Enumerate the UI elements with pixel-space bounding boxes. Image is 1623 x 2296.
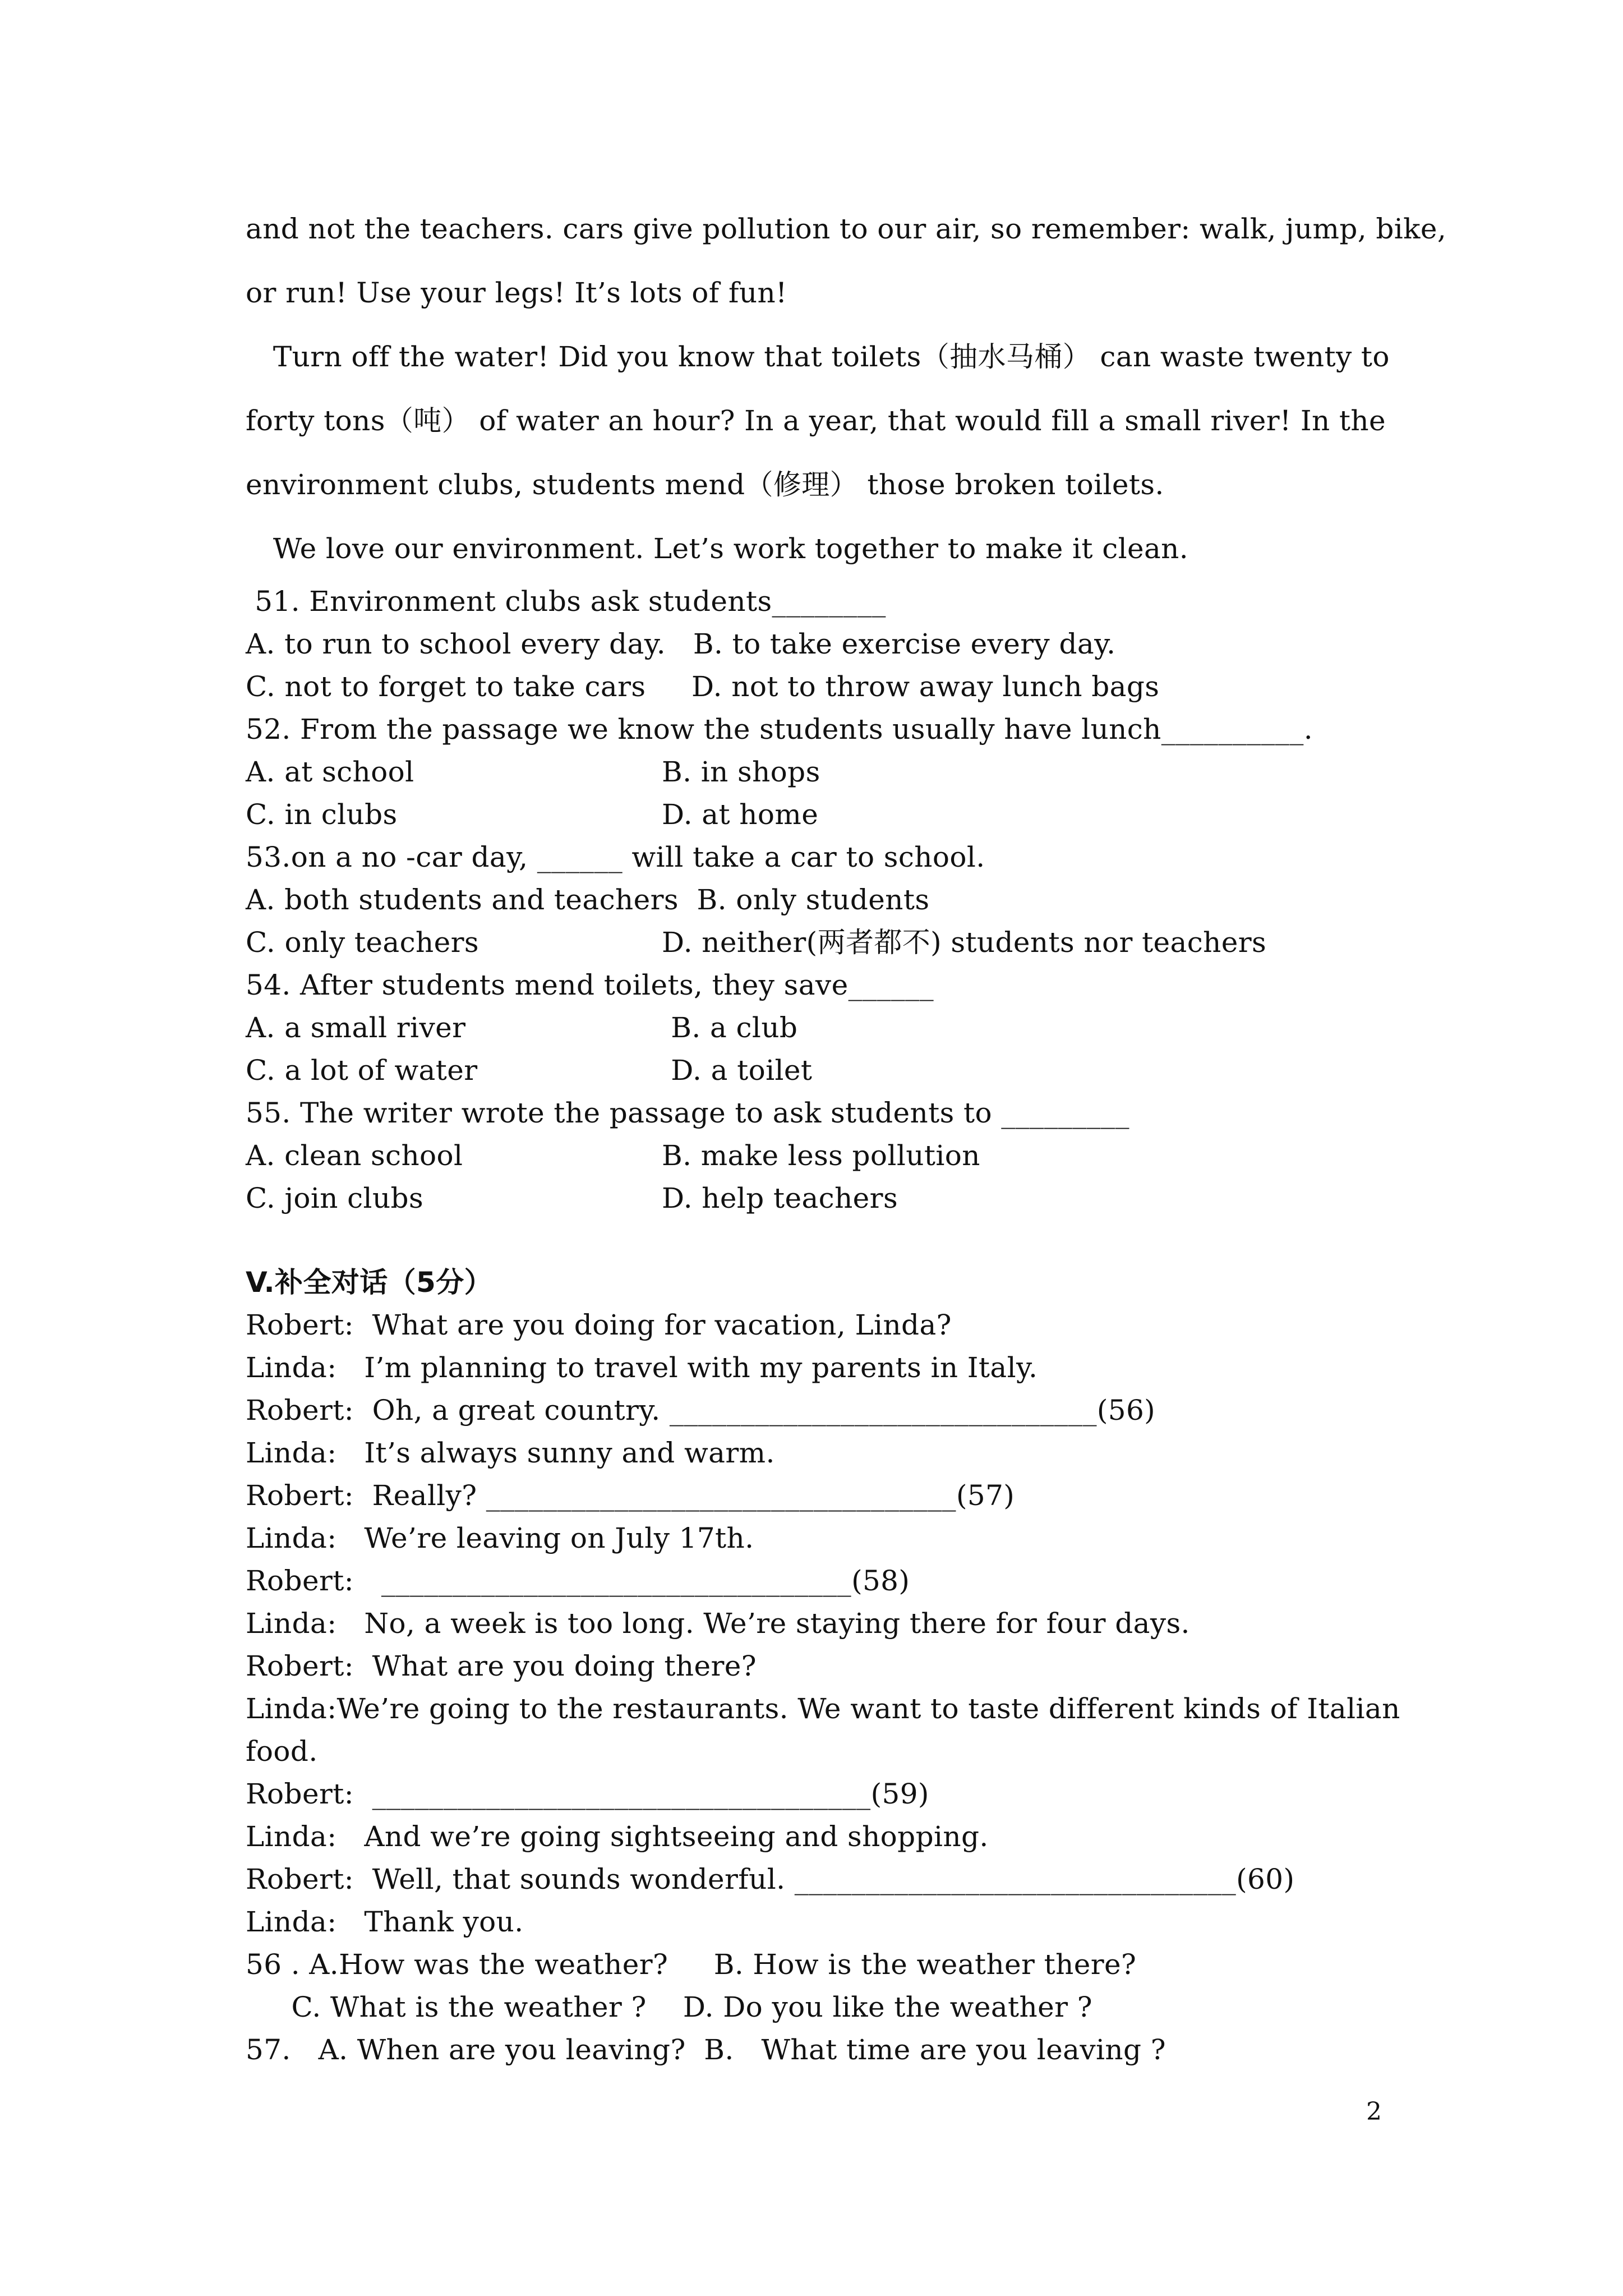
- dialogue-line: Linda: I’m planning to travel with my parents in Italy.: [246, 1351, 1038, 1384]
- dialogue-line: Robert: Really? _________________________________(57): [246, 1479, 1015, 1512]
- dialogue-line: Robert: _________________________________(58): [246, 1565, 910, 1597]
- passage-line: environment clubs, students mend（修理） those broken toilets.: [246, 468, 1164, 501]
- page-number: 2: [1366, 2097, 1382, 2126]
- question-52: 52. From the passage we know the students usually have lunch__________.: [246, 713, 1313, 746]
- option-b: B. in shops: [662, 756, 820, 788]
- dialogue-line: Linda: No, a week is too long. We’re staying there for four days.: [246, 1607, 1190, 1640]
- option-d: D. a toilet: [662, 1054, 813, 1087]
- option-d: D. neither(两者都不) students nor teachers: [662, 926, 1267, 959]
- options-57: 57. A. When are you leaving? B. What time are you leaving ?: [246, 2033, 1166, 2066]
- passage-line: forty tons（吨） of water an hour? In a year, that would fill a small river! In the: [246, 404, 1386, 437]
- option-line: A. both students and teachers B. only students: [246, 884, 930, 916]
- dialogue-line: Robert: What are you doing for vacation, Linda?: [246, 1309, 952, 1341]
- passage-line: or run! Use your legs! It’s lots of fun!: [246, 277, 787, 309]
- passage-line: We love our environment. Let’s work together to make it clean.: [246, 532, 1189, 565]
- option-c: C. join clubs: [246, 1182, 424, 1214]
- dialogue-line: Linda: And we’re going sightseeing and shopping.: [246, 1820, 989, 1853]
- options-56: C. What is the weather ? D. Do you like the weather ?: [246, 1991, 1092, 2023]
- question-53: 53.on a no -car day, ______ will take a car to school.: [246, 841, 985, 873]
- section-heading: V.补全对话（5分）: [246, 1266, 493, 1299]
- option-c: C. in clubs: [246, 798, 398, 831]
- option-d: D. help teachers: [662, 1182, 898, 1214]
- option-c: C. a lot of water: [246, 1054, 478, 1087]
- option-line: A. to run to school every day. B. to take exercise every day.: [246, 628, 1116, 660]
- dialogue-line: Linda:We’re going to the restaurants. We want to taste different kinds of Italian: [246, 1692, 1400, 1725]
- passage-line: and not the teachers. cars give pollution to our air, so remember: walk, jump, bike,: [246, 213, 1447, 245]
- question-51: 51. Environment clubs ask students________: [246, 585, 886, 618]
- passage-line: Turn off the water! Did you know that toilets（抽水马桶） can waste twenty to: [246, 341, 1390, 373]
- option-line: C. not to forget to take cars D. not to throw away lunch bags: [246, 670, 1160, 703]
- dialogue-line: Linda: We’re leaving on July 17th.: [246, 1522, 754, 1554]
- question-54: 54. After students mend toilets, they save______: [246, 969, 934, 1001]
- dialogue-line: Robert: Oh, a great country. ______________________________(56): [246, 1394, 1156, 1427]
- dialogue-line: Linda: It’s always sunny and warm.: [246, 1437, 775, 1469]
- dialogue-line: food.: [246, 1735, 318, 1768]
- option-b: B. make less pollution: [662, 1139, 980, 1172]
- option-d: D. at home: [662, 798, 819, 831]
- option-a: A. at school: [246, 756, 414, 788]
- dialogue-line: Robert: What are you doing there?: [246, 1650, 757, 1682]
- option-a: A. a small river: [246, 1011, 466, 1044]
- dialogue-line: Robert: ___________________________________(59): [246, 1778, 929, 1810]
- option-a: A. clean school: [246, 1139, 463, 1172]
- dialogue-line: Robert: Well, that sounds wonderful. _______________________________(60): [246, 1863, 1295, 1895]
- question-55: 55. The writer wrote the passage to ask students to _________: [246, 1097, 1129, 1129]
- dialogue-line: Linda: Thank you.: [246, 1906, 524, 1938]
- option-b: B. a club: [662, 1011, 798, 1044]
- option-c: C. only teachers: [246, 926, 479, 959]
- options-56: 56 . A.How was the weather? B. How is the weather there?: [246, 1948, 1137, 1981]
